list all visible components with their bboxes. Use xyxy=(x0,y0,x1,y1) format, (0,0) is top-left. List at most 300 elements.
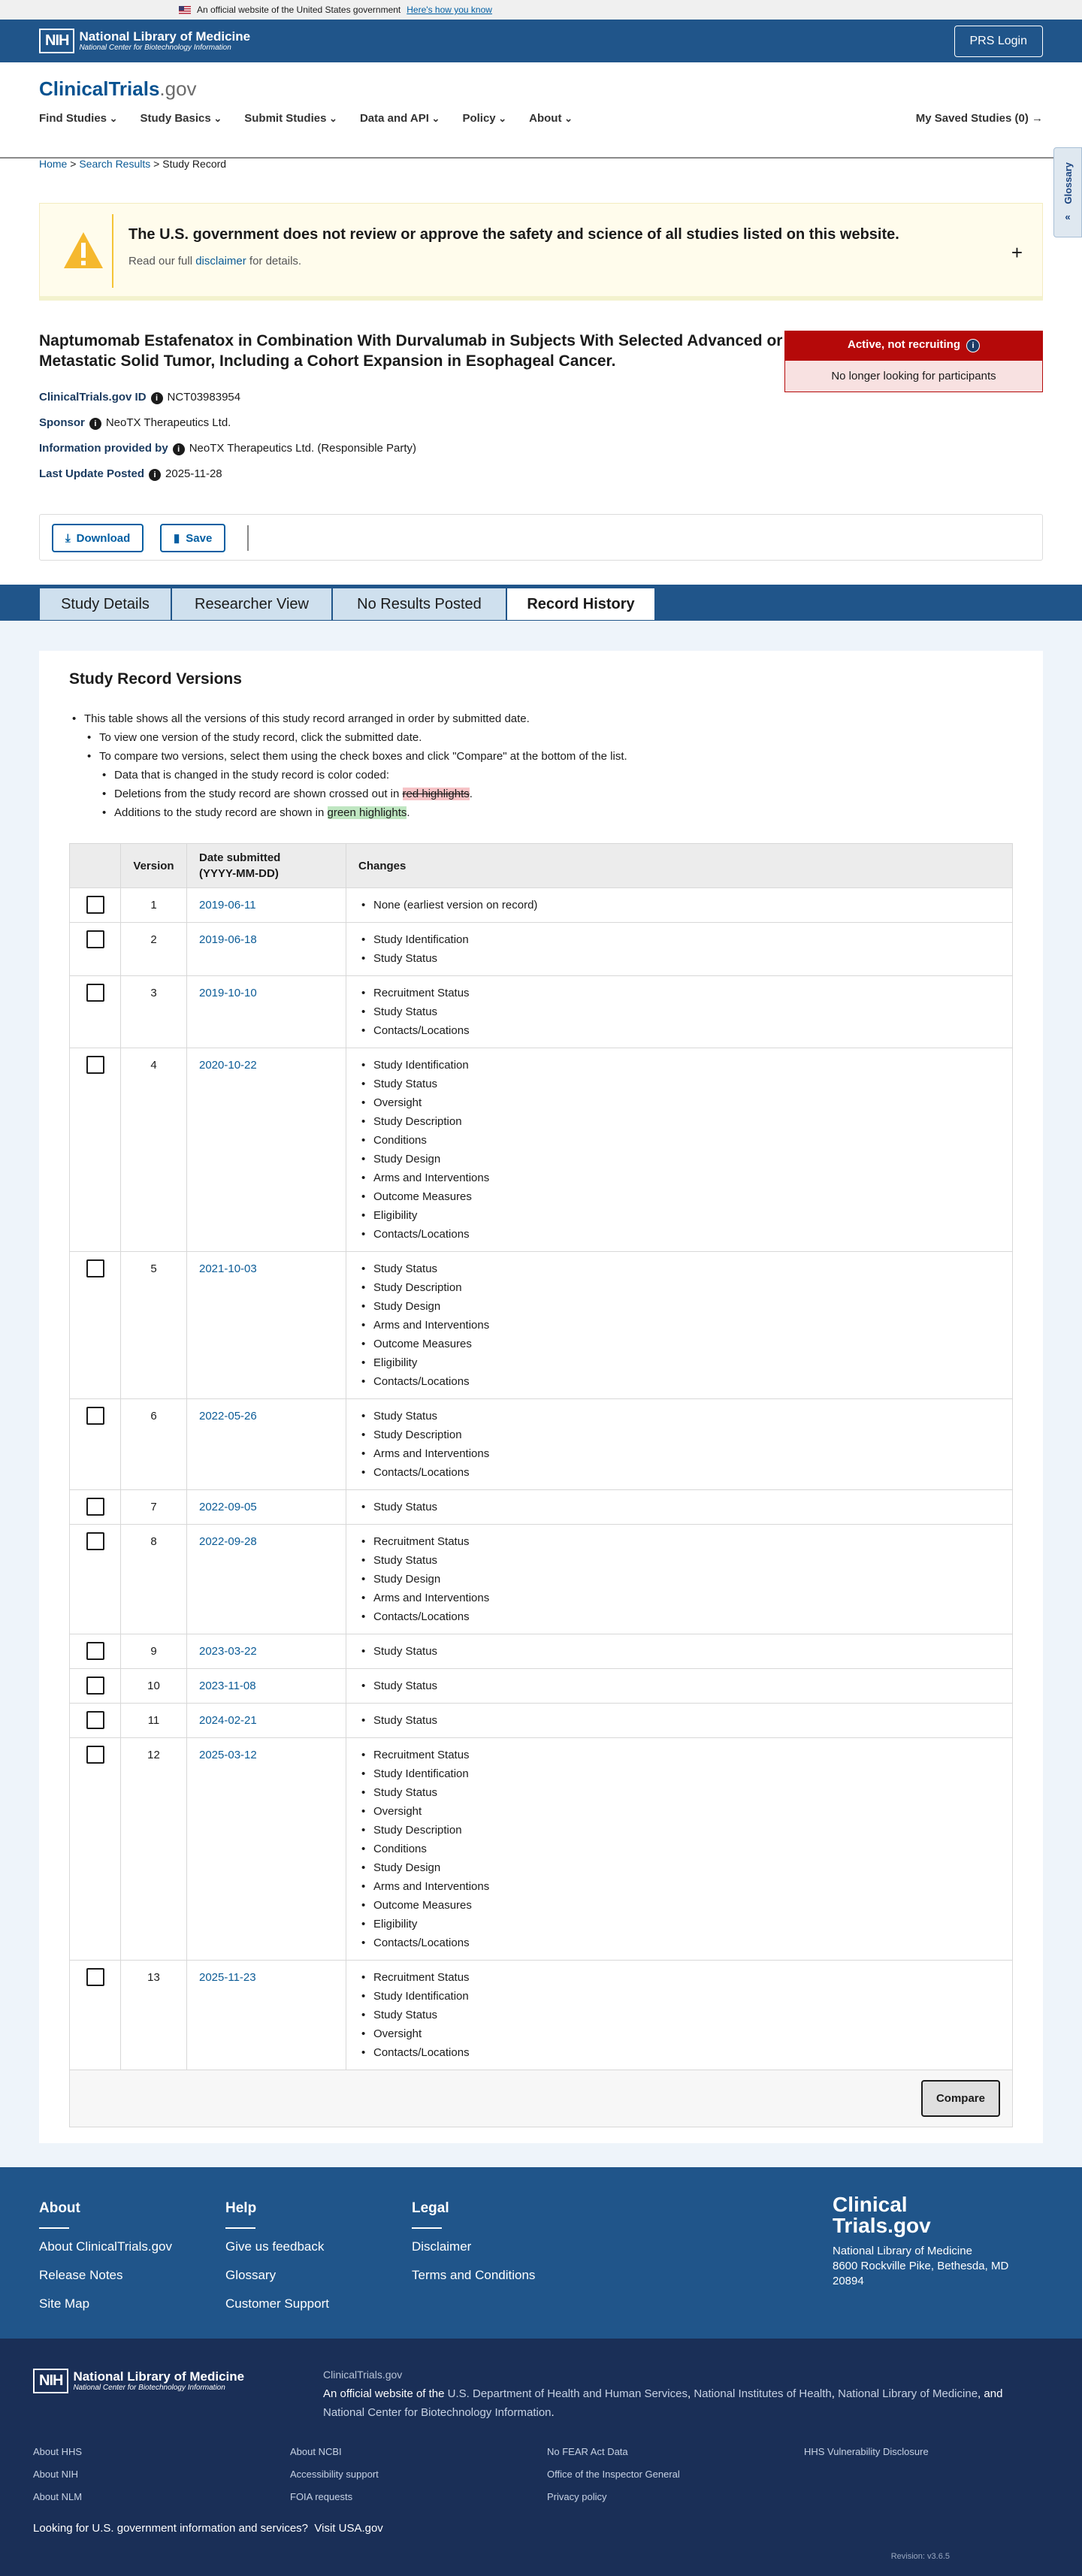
change-item: • Study Status xyxy=(358,1498,1000,1516)
nav-policy[interactable]: Policy ⌄ xyxy=(462,112,506,125)
nav-find-studies[interactable]: Find Studies ⌄ xyxy=(39,112,118,125)
table-row xyxy=(70,1525,1013,1634)
status-text: Active, not recruiting xyxy=(847,338,961,351)
change-item: • Eligibility xyxy=(358,1206,1000,1225)
change-item: • Arms and Interventions xyxy=(358,1589,1000,1607)
change-item: • Study Status xyxy=(358,1407,1000,1426)
alert-text xyxy=(128,255,301,268)
change-item: • Study Design xyxy=(358,1570,1000,1589)
changes-list xyxy=(358,896,1000,915)
change-item: • Outcome Measures xyxy=(358,1896,1000,1915)
hhs-link[interactable]: U.S. Department of Health and Human Services xyxy=(447,2387,688,2400)
nlm-header xyxy=(0,20,1082,62)
change-item: • Contacts/Locations xyxy=(358,1372,1000,1391)
green-highlight-sample: green highlights xyxy=(327,806,407,819)
version-number: 2 xyxy=(121,923,187,976)
footer-logo-line1: Clinical xyxy=(833,2193,908,2216)
meta-info-label: Information provided by xyxy=(39,442,168,455)
select-cell xyxy=(70,888,121,923)
footer-underline xyxy=(412,2227,442,2229)
breadcrumb-current: Study Record xyxy=(162,158,227,170)
info-icon[interactable]: i xyxy=(151,392,163,404)
nf-links-col4 xyxy=(804,2441,929,2463)
gov-banner xyxy=(0,0,1082,20)
date-cell xyxy=(187,888,346,923)
meta-updated xyxy=(39,467,222,481)
version-date-link[interactable]: 2019-10-10 xyxy=(199,987,257,999)
disclaimer-alert xyxy=(39,203,1043,301)
footer-logo-line2: Trials.gov xyxy=(833,2214,931,2237)
prs-login-button[interactable]: PRS Login xyxy=(954,26,1044,57)
version-date-link[interactable]: 2025-11-23 xyxy=(199,1971,256,1984)
version-number: 5 xyxy=(121,1252,187,1399)
footer-link[interactable]: About ClinicalTrials.gov xyxy=(39,2239,172,2254)
nf-link[interactable]: No FEAR Act Data xyxy=(547,2446,628,2457)
changes-cell xyxy=(346,1634,1013,1669)
download-label: Download xyxy=(76,531,131,545)
table-footer xyxy=(70,2070,1013,2127)
col-version: Version xyxy=(121,844,187,888)
nlm-subtitle: National Center for Biotechnology Information xyxy=(73,2384,225,2392)
change-item: • Study Design xyxy=(358,1297,1000,1316)
nih-logo: NIH xyxy=(33,2369,68,2393)
footer-link[interactable]: Glossary xyxy=(225,2268,277,2282)
select-cell xyxy=(70,976,121,1048)
change-item: • Arms and Interventions xyxy=(358,1877,1000,1896)
nlm-footer-logo[interactable] xyxy=(33,2369,244,2393)
table-row xyxy=(70,888,1013,923)
meta-id xyxy=(39,391,240,404)
info-icon[interactable]: i xyxy=(89,418,101,430)
version-checkbox[interactable] xyxy=(86,1407,104,1425)
intro-line: • To view one version of the study record, click the submitted date. xyxy=(69,728,627,747)
ncbi-link[interactable]: National Center for Biotechnology Information xyxy=(323,2406,552,2419)
change-item: • Conditions xyxy=(358,1840,1000,1858)
changes-list xyxy=(358,1642,1000,1661)
tabs-band xyxy=(0,585,1082,621)
nav-submit-studies[interactable]: Submit Studies ⌄ xyxy=(244,112,337,125)
change-item: • Oversight xyxy=(358,1802,1000,1821)
nf-link[interactable]: FOIA requests xyxy=(290,2491,353,2502)
version-date-link[interactable]: 2023-03-22 xyxy=(199,1645,257,1658)
usa-gov-line xyxy=(33,2522,383,2535)
change-item: • Contacts/Locations xyxy=(358,1463,1000,1482)
breadcrumb: Home > Search Results > Study Record xyxy=(39,158,227,170)
compare-button[interactable]: Compare xyxy=(921,2080,1000,2117)
table-row xyxy=(70,1738,1013,1961)
version-date-link[interactable]: 2022-09-28 xyxy=(199,1535,257,1548)
footer-link[interactable]: Disclaimer xyxy=(412,2239,472,2254)
change-item: • Study Identification xyxy=(358,1987,1000,2006)
intro-line: • Data that is changed in the study record is color coded: xyxy=(69,766,627,785)
nlm-name: National Library of Medicine xyxy=(79,29,251,44)
changes-cell xyxy=(346,1525,1013,1634)
footer-link[interactable]: Give us feedback xyxy=(225,2239,325,2254)
change-item: • Contacts/Locations xyxy=(358,2043,1000,2062)
table-row xyxy=(70,1704,1013,1738)
select-cell xyxy=(70,1738,121,1961)
table-row xyxy=(70,976,1013,1048)
date-cell xyxy=(187,976,346,1048)
date-cell xyxy=(187,1738,346,1961)
footer-underline xyxy=(225,2227,255,2229)
address-line: 8600 Rockville Pike, Bethesda, MD 20894 xyxy=(833,2260,1009,2287)
saved-label: My Saved Studies (0) xyxy=(915,112,1029,125)
change-item: • Outcome Measures xyxy=(358,1187,1000,1206)
nih-logo: NIH xyxy=(39,29,74,53)
breadcrumb-search-results[interactable]: Search Results xyxy=(79,158,151,170)
meta-updated-label: Last Update Posted xyxy=(39,467,145,480)
change-item: • Study Status xyxy=(358,1783,1000,1802)
change-item: • Study Description xyxy=(358,1821,1000,1840)
change-item: • Contacts/Locations xyxy=(358,1934,1000,1952)
change-item: • Recruitment Status xyxy=(358,1532,1000,1551)
date-cell xyxy=(187,1634,346,1669)
version-checkbox[interactable] xyxy=(86,1532,104,1550)
table-row xyxy=(70,1252,1013,1399)
change-item: • Study Status xyxy=(358,1677,1000,1695)
version-date-link[interactable]: 2019-06-11 xyxy=(199,899,256,912)
version-checkbox[interactable] xyxy=(86,1056,104,1074)
warning-icon xyxy=(62,231,104,270)
select-cell xyxy=(70,1525,121,1634)
site-footer xyxy=(0,2167,1082,2339)
nf-link[interactable]: About NCBI xyxy=(290,2446,342,2457)
nf-link[interactable]: Office of the Inspector General xyxy=(547,2469,680,2480)
date-cell xyxy=(187,1669,346,1704)
nav-about[interactable]: About ⌄ xyxy=(529,112,573,125)
change-item: • Study Design xyxy=(358,1858,1000,1877)
changes-list xyxy=(358,1532,1000,1626)
version-checkbox[interactable] xyxy=(86,984,104,1002)
changes-list xyxy=(358,1056,1000,1244)
changes-cell xyxy=(346,1669,1013,1704)
footer-about-heading: About xyxy=(39,2200,80,2216)
table-row xyxy=(70,1961,1013,2070)
col-select xyxy=(70,844,121,888)
info-icon[interactable]: i xyxy=(149,469,161,481)
version-date-link[interactable]: 2025-03-12 xyxy=(199,1749,257,1761)
version-checkbox[interactable] xyxy=(86,1259,104,1277)
revision-label: Revision: v3.6.5 xyxy=(890,2552,950,2561)
alert-text-pre: Read our full xyxy=(128,255,196,268)
table-row xyxy=(70,1490,1013,1525)
select-cell xyxy=(70,1399,121,1490)
changes-list xyxy=(358,1711,1000,1730)
select-cell xyxy=(70,923,121,976)
usa-gov-link[interactable]: Visit USA.gov xyxy=(314,2522,383,2535)
change-item: • Study Description xyxy=(358,1112,1000,1131)
meta-sponsor-value: NeoTX Therapeutics Ltd. xyxy=(105,416,231,429)
changes-cell xyxy=(346,976,1013,1048)
version-number: 12 xyxy=(121,1738,187,1961)
change-item: • Study Identification xyxy=(358,1056,1000,1075)
footer-link[interactable]: Customer Support xyxy=(225,2296,329,2311)
change-item: • Arms and Interventions xyxy=(358,1169,1000,1187)
select-cell xyxy=(70,1704,121,1738)
version-number: 10 xyxy=(121,1669,187,1704)
change-item: • Eligibility xyxy=(358,1353,1000,1372)
meta-id-value: NCT03983954 xyxy=(167,391,241,404)
nf-link[interactable]: About NIH xyxy=(33,2469,78,2480)
footer-link[interactable]: Site Map xyxy=(39,2296,90,2311)
version-checkbox[interactable] xyxy=(86,1642,104,1660)
versions-card xyxy=(39,651,1043,2143)
version-checkbox[interactable] xyxy=(86,896,104,914)
version-number: 1 xyxy=(121,888,187,923)
version-date-link[interactable]: 2022-09-05 xyxy=(199,1501,257,1513)
bookmark-icon: ▮ xyxy=(174,532,180,545)
us-flag-icon xyxy=(179,6,191,14)
changes-cell xyxy=(346,1738,1013,1961)
versions-intro xyxy=(69,709,627,822)
version-date-link[interactable]: 2019-06-18 xyxy=(199,933,257,946)
version-number: 4 xyxy=(121,1048,187,1252)
meta-info-value: NeoTX Therapeutics Ltd. (Responsible Party) xyxy=(189,442,417,455)
version-number: 13 xyxy=(121,1961,187,2070)
change-item: • Arms and Interventions xyxy=(358,1444,1000,1463)
change-item: • Arms and Interventions xyxy=(358,1316,1000,1335)
version-number: 11 xyxy=(121,1704,187,1738)
save-label: Save xyxy=(186,531,213,545)
versions-table xyxy=(69,843,1013,2127)
nlm-subtitle: National Center for Biotechnology Information xyxy=(79,44,231,52)
how-you-know-link[interactable]: Here's how you know xyxy=(407,5,492,15)
date-cell xyxy=(187,1399,346,1490)
select-cell xyxy=(70,1490,121,1525)
nlm-link[interactable]: National Library of Medicine xyxy=(838,2387,978,2400)
version-date-link[interactable]: 2022-05-26 xyxy=(199,1410,257,1423)
version-checkbox[interactable] xyxy=(86,1498,104,1516)
intro-text: Additions to the study record are shown in xyxy=(114,806,328,819)
change-item: • Study Status xyxy=(358,1642,1000,1661)
nf-text: , xyxy=(978,2387,981,2400)
versions-table-body xyxy=(70,888,1013,2070)
status-subtext: No longer looking for participants xyxy=(784,360,1043,392)
nf-text: , xyxy=(687,2387,694,2400)
col-date-format: (YYYY-MM-DD) xyxy=(199,867,279,880)
versions-heading: Study Record Versions xyxy=(69,670,242,688)
nih-link[interactable]: National Institutes of Health xyxy=(694,2387,832,2400)
select-cell xyxy=(70,1048,121,1252)
breadcrumb-home[interactable]: Home xyxy=(39,158,68,170)
nf-text: An official website of the xyxy=(323,2387,448,2400)
change-item: • Conditions xyxy=(358,1131,1000,1150)
changes-cell xyxy=(346,1490,1013,1525)
version-checkbox[interactable] xyxy=(86,1677,104,1695)
footer-underline xyxy=(39,2227,69,2229)
footer-about xyxy=(39,2200,172,2325)
nf-link[interactable]: Accessibility support xyxy=(290,2469,379,2480)
alert-text-post: for details. xyxy=(246,255,302,268)
changes-cell xyxy=(346,1399,1013,1490)
change-item: • Eligibility xyxy=(358,1915,1000,1934)
tab-researcher-view[interactable]: Researcher View xyxy=(171,588,332,621)
change-item: • Study Status xyxy=(358,949,1000,968)
status-badge xyxy=(784,331,1043,360)
meta-id-label: ClinicalTrials.gov ID xyxy=(39,391,147,404)
change-item: • Outcome Measures xyxy=(358,1335,1000,1353)
version-checkbox[interactable] xyxy=(86,1968,104,1986)
footer-help-heading: Help xyxy=(225,2200,257,2216)
intro-deletions xyxy=(69,785,627,803)
arrow-right-icon: → xyxy=(1032,112,1043,125)
alert-divider xyxy=(112,214,113,288)
footer-link[interactable]: Terms and Conditions xyxy=(412,2268,536,2282)
version-number: 8 xyxy=(121,1525,187,1634)
nf-links-col3 xyxy=(547,2441,680,2508)
nf-links-col2 xyxy=(290,2441,379,2508)
double-chevron-left-icon: « xyxy=(1065,211,1071,223)
info-icon[interactable]: i xyxy=(966,339,980,352)
change-item: • Study Description xyxy=(358,1426,1000,1444)
table-row xyxy=(70,1048,1013,1252)
nlm-name: National Library of Medicine xyxy=(73,2369,245,2384)
change-item: • Study Status xyxy=(358,1551,1000,1570)
nlm-logo[interactable] xyxy=(39,29,250,53)
changes-list xyxy=(358,1407,1000,1482)
nav-study-basics[interactable]: Study Basics ⌄ xyxy=(141,112,222,125)
changes-cell xyxy=(346,923,1013,976)
meta-sponsor xyxy=(39,416,231,430)
download-icon: ⤓ xyxy=(65,531,71,545)
footer-help xyxy=(225,2200,329,2325)
info-icon[interactable]: i xyxy=(173,443,185,455)
footer-link[interactable]: Release Notes xyxy=(39,2268,123,2282)
main-nav xyxy=(39,112,573,125)
version-date-link[interactable]: 2024-02-21 xyxy=(199,1714,257,1727)
version-checkbox[interactable] xyxy=(86,1746,104,1764)
tab-record-history[interactable]: Record History xyxy=(506,588,655,621)
tab-no-results[interactable]: No Results Posted xyxy=(332,588,506,621)
nf-links-col1 xyxy=(33,2441,82,2508)
select-cell xyxy=(70,1634,121,1669)
actions-divider xyxy=(247,525,249,551)
my-saved-studies-link[interactable] xyxy=(916,112,1043,125)
changes-cell xyxy=(346,1704,1013,1738)
changes-list xyxy=(358,1677,1000,1695)
change-item: • None (earliest version on record) xyxy=(358,896,1000,915)
footer-logo[interactable] xyxy=(833,2194,931,2236)
change-item: • Contacts/Locations xyxy=(358,1021,1000,1040)
nf-text: and xyxy=(981,2387,1003,2400)
nf-ct-label: ClinicalTrials.gov xyxy=(323,2369,403,2381)
changes-list xyxy=(358,930,1000,968)
col-date xyxy=(187,844,346,888)
version-checkbox[interactable] xyxy=(86,930,104,948)
date-cell xyxy=(187,923,346,976)
change-item: • Study Status xyxy=(358,1075,1000,1093)
intro-line: • To compare two versions, select them using the check boxes and click "Compare" at the bottom of the list. xyxy=(69,747,627,766)
table-header xyxy=(70,844,1013,888)
intro-additions xyxy=(69,803,627,822)
change-item: • Recruitment Status xyxy=(358,984,1000,1002)
footer-legal-heading: Legal xyxy=(412,2200,449,2216)
select-cell xyxy=(70,1961,121,2070)
change-item: • Oversight xyxy=(358,2024,1000,2043)
change-item: • Study Description xyxy=(358,1278,1000,1297)
select-cell xyxy=(70,1252,121,1399)
study-title: Naptumomab Estafenatox in Combination With Durvalumab in Subjects With Selected Advanced or Metastatic Solid Tumor, Including a Cohort Expansion in Esophageal Cancer. xyxy=(39,332,783,370)
date-cell xyxy=(187,1490,346,1525)
changes-list xyxy=(358,1259,1000,1391)
changes-list xyxy=(358,1968,1000,2062)
red-highlight-sample: red highlights xyxy=(402,788,470,800)
change-item: • Study Design xyxy=(358,1150,1000,1169)
change-item: • Study Status xyxy=(358,1711,1000,1730)
nf-link[interactable]: About NLM xyxy=(33,2491,83,2502)
nf-text: , xyxy=(831,2387,839,2400)
table-row xyxy=(70,923,1013,976)
change-item: • Study Status xyxy=(358,2006,1000,2024)
clinicaltrials-logo[interactable] xyxy=(39,77,197,101)
nlm-footer xyxy=(0,2339,1082,2576)
nf-text: . xyxy=(551,2406,555,2419)
changes-list xyxy=(358,1498,1000,1516)
meta-updated-value: 2025-11-28 xyxy=(165,467,222,480)
change-item: • Contacts/Locations xyxy=(358,1607,1000,1626)
nf-link[interactable]: About HHS xyxy=(33,2446,83,2457)
col-changes: Changes xyxy=(346,844,1013,888)
footer-address xyxy=(833,2244,1043,2289)
date-cell xyxy=(187,1704,346,1738)
changes-cell xyxy=(346,1252,1013,1399)
nf-link[interactable]: HHS Vulnerability Disclosure xyxy=(804,2446,929,2457)
expand-plus-icon[interactable]: + xyxy=(1011,241,1023,264)
version-number: 3 xyxy=(121,976,187,1048)
intro-text: . xyxy=(469,788,473,800)
address-line: National Library of Medicine xyxy=(833,2245,972,2257)
version-date-link[interactable]: 2020-10-22 xyxy=(199,1059,257,1072)
date-cell xyxy=(187,1048,346,1252)
version-number: 9 xyxy=(121,1634,187,1669)
footer-legal xyxy=(412,2200,535,2296)
date-cell xyxy=(187,1252,346,1399)
logo-suffix: .gov xyxy=(159,77,197,100)
looking-text: Looking for U.S. government information and services? xyxy=(33,2522,309,2535)
glossary-label: Glossary xyxy=(1062,162,1074,204)
change-item: • Study Identification xyxy=(358,930,1000,949)
version-date-link[interactable]: 2021-10-03 xyxy=(199,1262,257,1275)
tab-study-details[interactable]: Study Details xyxy=(39,588,171,621)
version-number: 7 xyxy=(121,1490,187,1525)
version-date-link[interactable]: 2023-11-08 xyxy=(199,1680,256,1692)
change-item: • Oversight xyxy=(358,1093,1000,1112)
gov-banner-text: An official website of the United States government xyxy=(197,5,401,15)
change-item: • Study Status xyxy=(358,1259,1000,1278)
meta-info xyxy=(39,442,416,455)
save-button[interactable] xyxy=(160,524,225,552)
glossary-tab[interactable] xyxy=(1053,147,1082,237)
version-checkbox[interactable] xyxy=(86,1711,104,1729)
nf-link[interactable]: Privacy policy xyxy=(547,2491,607,2502)
official-website-text xyxy=(323,2366,1014,2422)
select-cell xyxy=(70,1669,121,1704)
alert-title: The U.S. government does not review or approve the safety and science of all studies listed on this website. xyxy=(128,226,899,243)
change-item: • Recruitment Status xyxy=(358,1968,1000,1987)
intro-line: • This table shows all the versions of this study record arranged in order by submitted date. xyxy=(69,709,627,728)
change-item: • Recruitment Status xyxy=(358,1746,1000,1764)
table-row xyxy=(70,1634,1013,1669)
download-button[interactable] xyxy=(52,524,144,552)
site-header xyxy=(0,62,1082,159)
disclaimer-link[interactable]: disclaimer xyxy=(195,255,246,268)
changes-cell xyxy=(346,1961,1013,2070)
nav-data-api[interactable]: Data and API ⌄ xyxy=(360,112,440,125)
date-cell xyxy=(187,1525,346,1634)
col-date-label: Date submitted xyxy=(199,851,281,864)
change-item: • Study Status xyxy=(358,1002,1000,1021)
